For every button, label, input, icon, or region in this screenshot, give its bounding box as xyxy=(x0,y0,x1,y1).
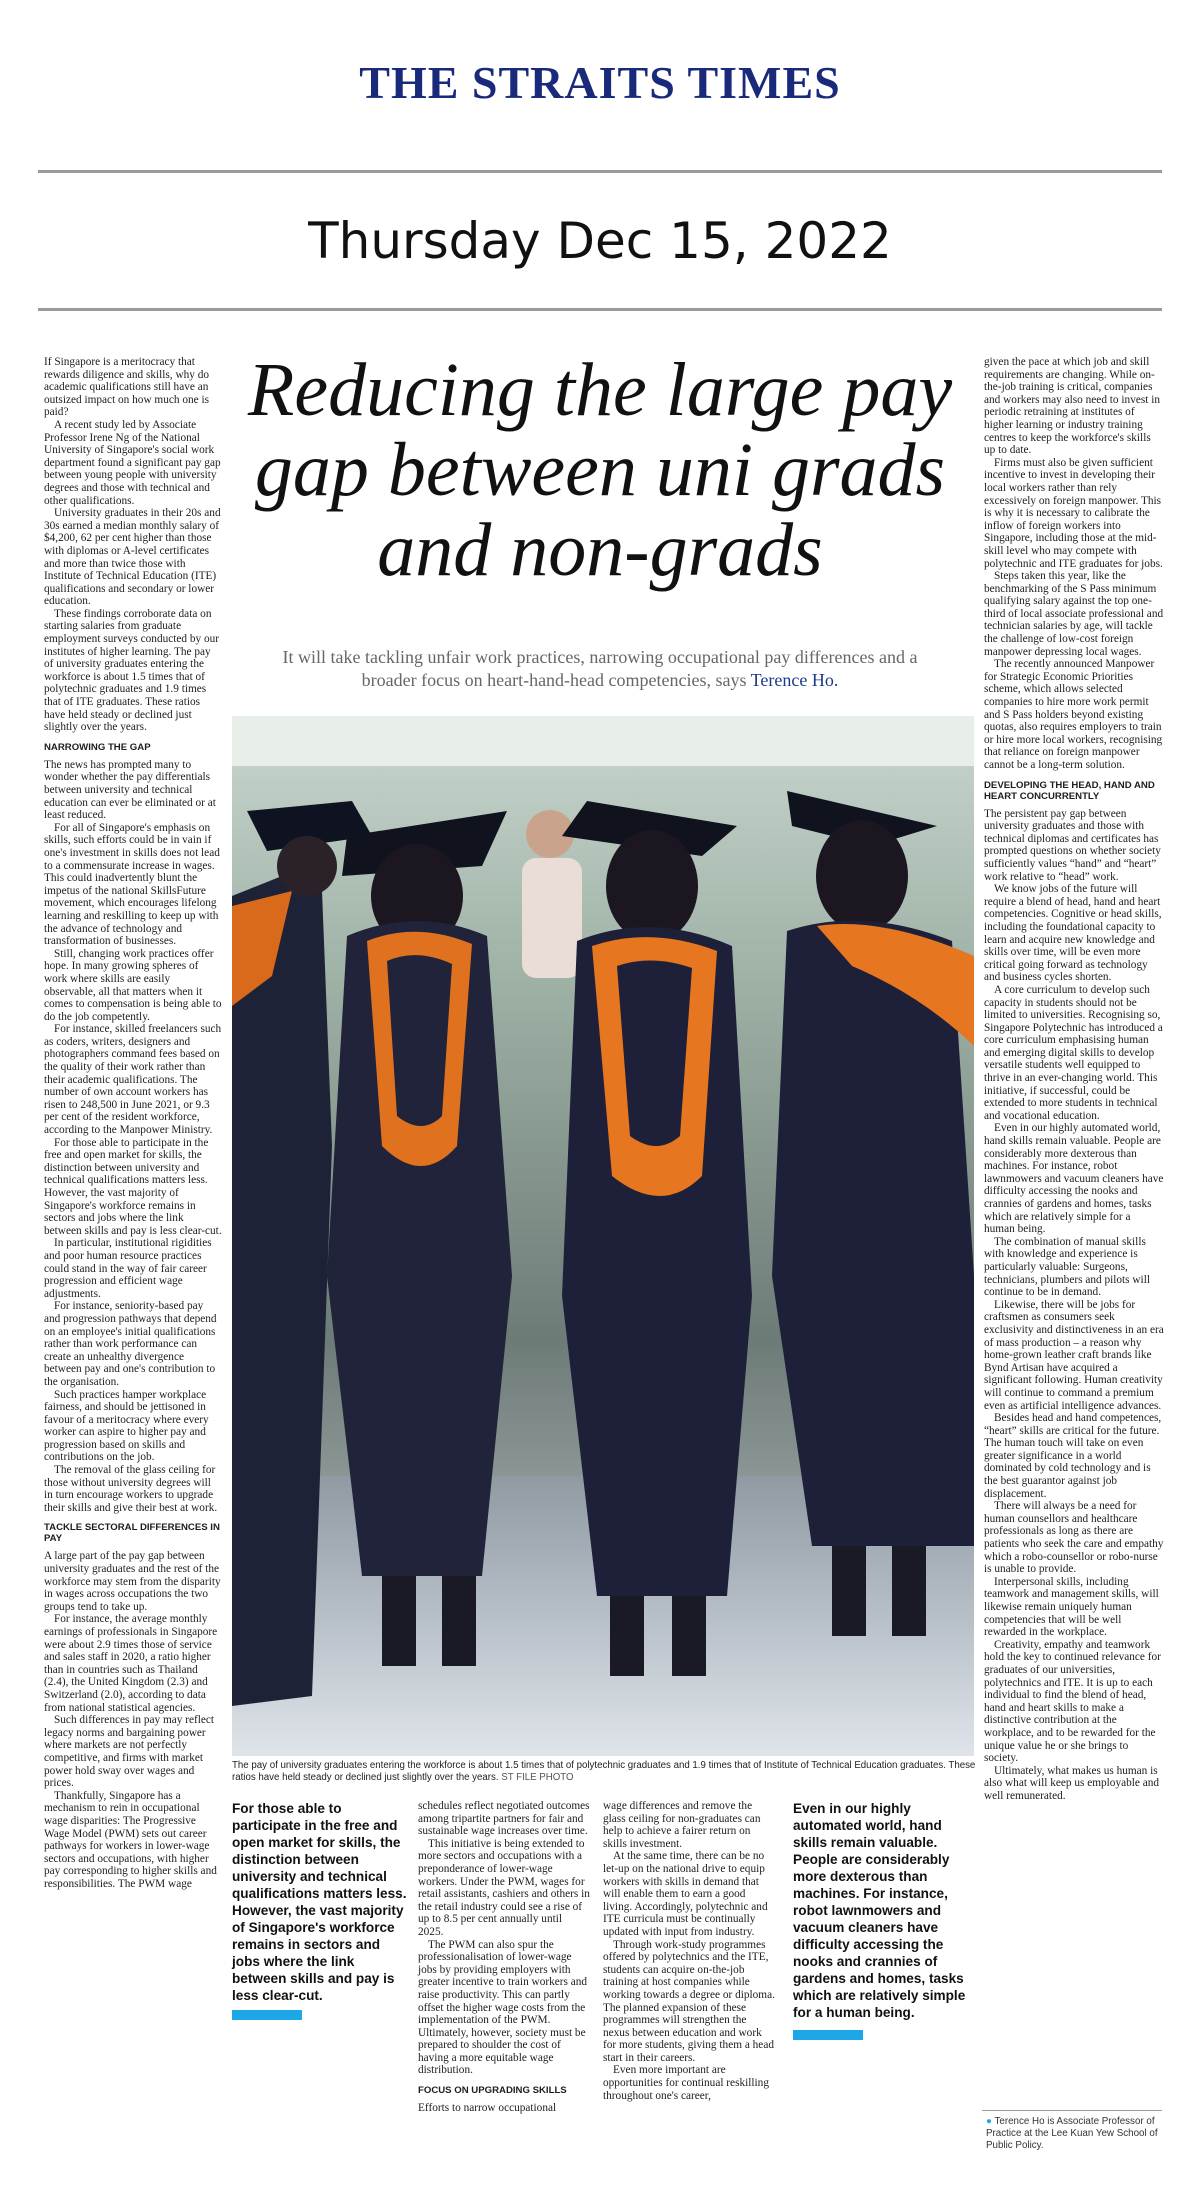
section-heading: NARROWING THE GAP xyxy=(44,741,151,753)
paragraph: schedules reflect negotiated outcomes among tripartite partners for fair and sustainable wage increases over time. xyxy=(418,1800,590,1838)
pull-quote-accent-bar xyxy=(793,2030,863,2040)
author-note xyxy=(986,2116,1161,2152)
paragraph: This initiative is being extended to more sectors and occupations with a preponderance of lower-wage workers. Under the PWM, wages for retail assistants, cashiers and others in the retail industry could see a rise of up to 8.5 per cent annually until 2025. xyxy=(418,1837,590,1938)
pull-quote-2: Even in our highly automated world, hand skills remain valuable. People are considerably more dexterous than machines. For instance, robot lawnmowers and vacuum cleaners have difficulty accessing the nooks and crannies of gardens and homes, tasks which are relatively simple for a human being. xyxy=(793,1801,966,2020)
paragraph: given the pace at which job and skill requirements are changing. While on-the-job training is critical, companies and workers may also need to invest in periodic retraining at institutes of higher learning or industry training centres to keep the workforce's skills up to date. xyxy=(984,356,1161,457)
pull-quote-accent-bar xyxy=(232,2010,302,2020)
date-rule xyxy=(38,308,1162,311)
paragraph: The news has prompted many to wonder whether the pay differentials between university and technical education can ever be eliminated or at least reduced. xyxy=(44,758,216,822)
headline: Reducing the large pay gap between uni grads and non-grads xyxy=(247,348,953,592)
caption-text: The pay of university graduates entering the workforce is about 1.5 times that of polytechnic graduates and 1.9 times that of Institute of Technical Education graduates. These ratios have held steady or declined just slightly over the years. xyxy=(232,1760,976,1783)
paragraph: Through work-study programmes offered by polytechnics and the ITE, students can acquire on-the-job training at host companies while working towards a degree or diploma. The planned expansion of these programmes will strengthen the nexus between education and work for more students, giving them a head start in their careers. xyxy=(603,1938,775,2064)
paragraph: Such practices hamper workplace fairness, and should be jettisoned in favour of a meritocracy where every worker can aspire to higher pay and progression based on skills and contributions on the job. xyxy=(44,1388,209,1464)
paragraph: Besides head and hand competences, “heart” skills are critical for the future. The human touch will take on even greater significance in a world dominated by cold technology and is the best guarantor against job displacement. xyxy=(984,1412,1162,1500)
graduates-photo xyxy=(232,716,974,1756)
paragraph: A core curriculum to develop such capacity in students should not be limited to universities. Recognising so, Singapore Polytechnic has introduced a core curriculum emphasising human and emerging digital skills to develop versatile students well equipped to thrive in an ever-changing world. This initiative, if successful, could be extended to more students in technical and vocational education. xyxy=(984,983,1163,1122)
paragraph: Such differences in pay may reflect legacy norms and bargaining power where markets are not perfectly competitive, and firms with market power hold sway over wages and prices. xyxy=(44,1714,215,1790)
paragraph: The combination of manual skills with knowledge and experience is particularly valuable: Surgeons, technicians, plumbers and pilots will continue to be in demand. xyxy=(984,1235,1150,1299)
byline-link[interactable]: Terence Ho. xyxy=(750,670,839,690)
paragraph: The PWM can also spur the professionalisation of lower-wage jobs by providing employers with greater incentive to train workers and raise productivity. This can partly offset the higher wage costs from the implementation of the PWM. Ultimately, however, society must be prepared to shoulder the cost of having a more equitable wage distribution. xyxy=(418,1938,588,2077)
paragraph: Likewise, there will be jobs for craftsmen as consumers seek exclusivity and distinctiveness in an era of mass production – a reason why home-grown leather craft brands like Bynd Artisan have acquired a significant following. Human creativity will continue to command a premium even as artificial intelligence advances. xyxy=(984,1298,1164,1412)
masthead-logo: THE STRAITS TIMES xyxy=(359,57,841,108)
dateline: Thursday Dec 15, 2022 xyxy=(308,212,892,270)
paragraph: There will always be a need for human counsellors and healthcare professionals as long as there are patients who seek the care and empathy which a robo-counsellor or robo-nurse is unable to provide. xyxy=(984,1500,1164,1576)
author-note-text: Terence Ho is Associate Professor of Practice at the Lee Kuan Yew School of Public Policy. xyxy=(986,2116,1158,2151)
paragraph: In particular, institutional rigidities and poor human resource practices could stand in the way of fair career progression and efficient wage adjustments. xyxy=(44,1237,212,1300)
paragraph: A large part of the pay gap between university graduates and the rest of the workforce may stem from the disparity in wages across occupations the two groups tend to take up. xyxy=(44,1550,221,1613)
paragraph: Steps taken this year, like the benchmarking of the S Pass minimum qualifying salary against the top one-third of local associate professional and technician salaries by age, will tackle the challenge of low-cost foreign manpower depressing local wages. xyxy=(984,570,1164,658)
paragraph: The persistent pay gap between university graduates and those with technical diplomas and certificates has prompted questions on whether society sufficiently values “hand” and “heart” work relative to “head” work. xyxy=(984,807,1161,883)
paragraph: For instance, seniority-based pay and progression pathways that depend on an employee's initial qualifications rather than work performance can create an unhealthy divergence between pay and one's contribution to the organisation. xyxy=(44,1300,217,1388)
paragraph: For those able to participate in the free and open market for skills, the distinction between university and technical qualifications matters less. However, the vast majority of Singapore's workforce remains in sectors and jobs where the link between skills and pay is less clear-cut. xyxy=(44,1136,222,1237)
paragraph: These findings corroborate data on starting salaries from graduate employment surveys conducted by our institutes of higher learning. The pay of university graduates entering the workforce is about 1.5 times that of polytechnic graduates and 1.9 times that of ITE graduates. These ratios have held steady or declined just slightly over the years. xyxy=(44,607,220,734)
standfirst xyxy=(255,646,945,692)
top-rule xyxy=(38,170,1162,173)
paragraph: A recent study led by Associate Professor Irene Ng of the National University of Singapore's social work department found a significant pay gap between young people with university degrees and those with technical and other qualifications. xyxy=(44,418,221,507)
paragraph: Even in our highly automated world, hand skills remain valuable. People are considerably more dexterous than machines. For instance, robot lawnmowers and vacuum cleaners have difficulty accessing the nooks and crannies of gardens and homes, tasks which are relatively simple for a human being. xyxy=(984,1122,1164,1236)
paragraph: Efforts to narrow occupational xyxy=(418,2102,557,2115)
section-heading: TACKLE SECTORAL DIFFERENCES IN PAY xyxy=(44,1522,220,1545)
standfirst-text: It will take tackling unfair work practices, narrowing occupational pay differences and a broader focus on heart-hand-head competencies, says xyxy=(282,647,918,690)
paragraph: Firms must also be given sufficient incentive to invest in developing their local workers rather than rely excessively on foreign manpower. This is why it is necessary to calibrate the inflow of foreign workers into Singapore, including those at the mid-skill level who may compete with polytechnic and ITE graduates for jobs. xyxy=(984,456,1163,570)
paragraph: wage differences and remove the glass ceiling for non-graduates can help to achieve a fairer return on skills investment. xyxy=(603,1800,761,1850)
paragraph: University graduates in their 20s and 30s earned a median monthly salary of $4,200, 62 per cent higher than those with diplomas or A-level certificates and more than twice those with Institute of Technical Education (ITE) qualifications and secondary or lower education. xyxy=(44,507,221,608)
column-4 xyxy=(603,1800,775,2102)
paragraph: Interpersonal skills, including teamwork and management skills, will likewise remain uniquely human competencies that will be well rewarded in the workplace. xyxy=(984,1575,1159,1639)
paragraph: For instance, skilled freelancers such as coders, writers, designers and photographers command fees based on the quality of their work rather than their academic qualifications. The number of own account workers has risen to 248,500 in June 2021, or 9.3 per cent of the resident workforce, according to the Manpower Ministry. xyxy=(44,1023,222,1137)
column-3 xyxy=(418,1800,590,2115)
paragraph: At the same time, there can be no let-up on the national drive to equip workers with skills in demand that will enable them to earn a good living. Accordingly, polytechnic and ITE curricula must be continually updated with input from industry. xyxy=(603,1850,768,1938)
paragraph: Ultimately, what makes us human is also what will keep us employable and well remunerated. xyxy=(984,1764,1160,1802)
paragraph: The recently announced Manpower for Strategic Economic Priorities scheme, which allows selected companies to hire more work permit and S Pass holders beyond existing quotas, also requires employers to train or hire more local workers, recognising that reliance on foreign manpower cannot be a long-term solution. xyxy=(984,658,1163,771)
paragraph: We know jobs of the future will require a blend of head, hand and heart competencies. Cognitive or head skills, including the foundational capacity to learn and acquire new knowledge and skills over time, will be even more critical going forward as technology and business cycles shorten. xyxy=(984,883,1162,984)
section-heading: DEVELOPING THE HEAD, HAND AND HEART CONCURRENTLY xyxy=(984,779,1155,802)
paragraph: For all of Singapore's emphasis on skills, such efforts could be in vain if one's investment in skills does not lead to a commensurate increase in wages. This could inadvertently blunt the impetus of the national SkillsFuture movement, which encourages lifelong learning and reskilling to keep up with the advance of technology and transformation of businesses. xyxy=(44,821,220,948)
section-heading: FOCUS ON UPGRADING SKILLS xyxy=(418,2085,567,2097)
paragraph: Even more important are opportunities for continual reskilling throughout one's career, xyxy=(603,2064,769,2102)
paragraph: Creativity, empathy and teamwork hold the key to continued relevance for graduates of our universities, polytechnics and ITE. It is up to each individual to find the blend of head, hand and heart skills to make a distinctive contribution at the workplace, and to be rewarded for the unique value he or she brings to society. xyxy=(984,1638,1161,1765)
column-1 xyxy=(44,356,222,1890)
paragraph: The removal of the glass ceiling for those without university degrees will in turn encourage workers to upgrade their skills and give their best at work. xyxy=(44,1464,218,1514)
photo-credit: ST FILE PHOTO xyxy=(501,1772,574,1783)
photo-caption xyxy=(232,1760,977,1784)
author-rule xyxy=(982,2110,1162,2111)
paragraph: For instance, the average monthly earnings of professionals in Singapore were about 2.9 times those of service and sales staff in 2020, a ratio higher than in countries such as Thailand (2.4), the United Kingdom (2.3) and Switzerland (2.0), according to data from national statistical agencies. xyxy=(44,1613,218,1714)
pull-quote-1: For those able to participate in the free and open market for skills, the distinction between university and technical qualifications matters less. However, the vast majority of Singapore's workforce remains in sectors and jobs where the link between skills and pay is less clear-cut. xyxy=(232,1801,407,2003)
paragraph: If Singapore is a meritocracy that rewards diligence and skills, why do academic qualifications still have an outsized impact on how much one is paid? xyxy=(44,356,210,419)
bullet-icon: ● xyxy=(986,2116,992,2127)
column-6 xyxy=(984,356,1164,1803)
paragraph: Still, changing work practices offer hope. In many growing spheres of work where skills are easily observable, all that matters when it comes to compensation is being able to do the job competently. xyxy=(44,947,222,1023)
paragraph: Thankfully, Singapore has a mechanism to rein in occupational wage disparities: The Progressive Wage Model (PWM) sets out career pathways for workers in lower-wage sectors and occupations, with higher pay corresponding to higher skills and responsibilities. The PWM wage xyxy=(44,1789,217,1890)
